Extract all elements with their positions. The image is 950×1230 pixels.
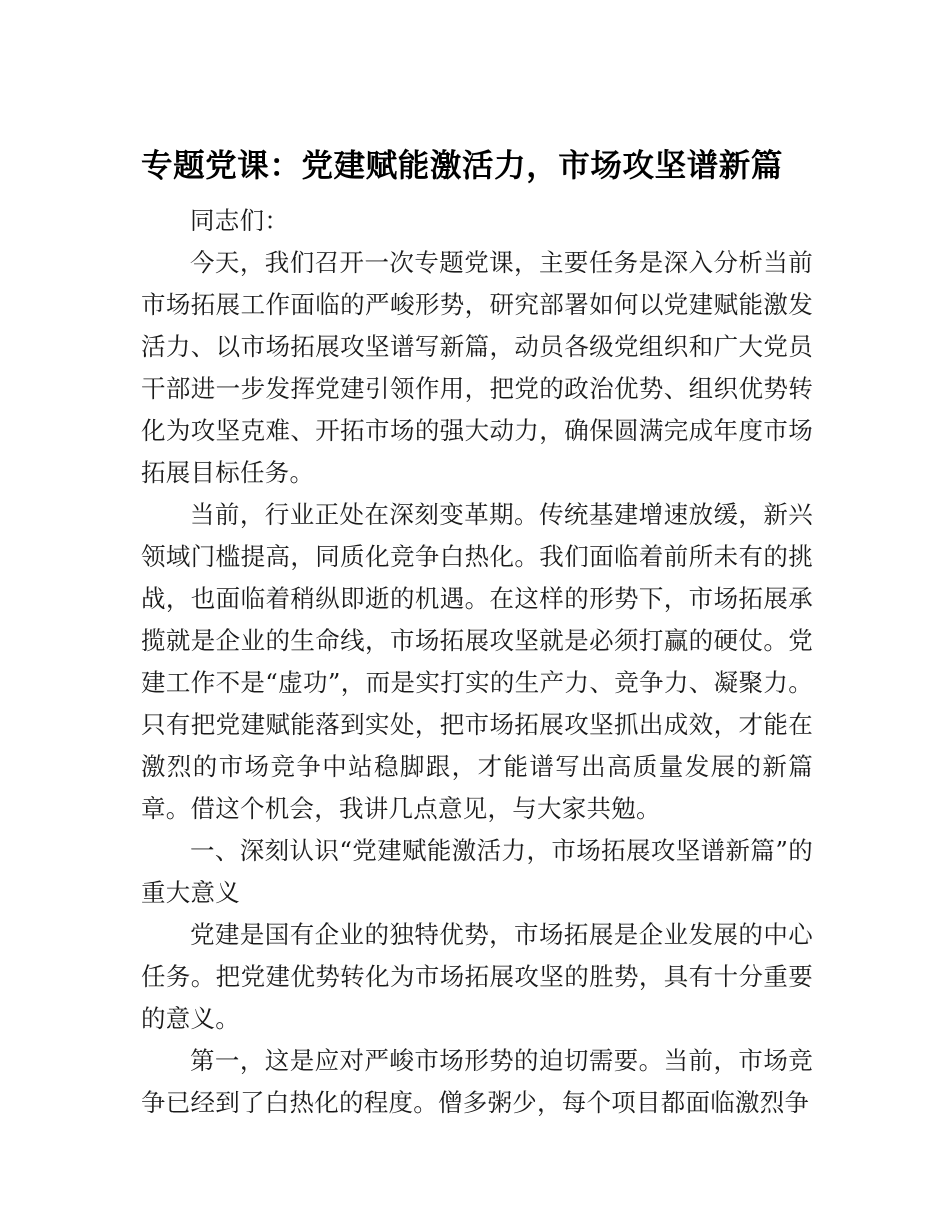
paragraph-2: 当前，行业正处在深刻变革期。传统基建增速放缓，新兴领域门槛提高，同质化竞争白热化。我们面临着前所未有的挑战，也面临着稍纵即逝的机遇。在这样的形势下，市场拓展承揽就是企业的生命线，市场拓展攻坚就是必须打赢的硬仗。党建工作不是“虚功”，而是实打实的生产力、竞争力、凝聚力。只有把党建赋能落到实处，把市场拓展攻坚抓出成效，才能在激烈的市场竞争中站稳脚跟，才能谱写出高质量发展的新篇章。借这个机会，我讲几点意见，与大家共勉。 [141, 500, 813, 823]
document-body [141, 0, 813, 1124]
paragraph-3: 党建是国有企业的独特优势，市场拓展是企业发展的中心任务。把党建优势转化为市场拓展攻坚的胜势，具有十分重要的意义。 [141, 920, 813, 1033]
paragraph-4: 第一，这是应对严峻市场形势的迫切需要。当前，市场竞争已经到了白热化的程度。僧多粥少，每个项目都面临激烈争 [141, 1046, 813, 1117]
page-title: 专题党课：党建赋能激活力，市场攻坚谱新篇 [141, 147, 784, 183]
salutation: 同志们： [190, 206, 290, 235]
section-heading-1: 一、深刻认识“党建赋能激活力，市场拓展攻坚谱新篇”的重大意义 [141, 836, 813, 907]
paragraph-1: 今天，我们召开一次专题党课，主要任务是深入分析当前市场拓展工作面临的严峻形势，研究部署如何以党建赋能激发活力、以市场拓展攻坚谱写新篇，动员各级党组织和广大党员干部进一步发挥党建引领作用，把党的政治优势、组织优势转化为攻坚克难、开拓市场的强大动力，确保圆满完成年度市场拓展目标任务。 [141, 248, 813, 487]
